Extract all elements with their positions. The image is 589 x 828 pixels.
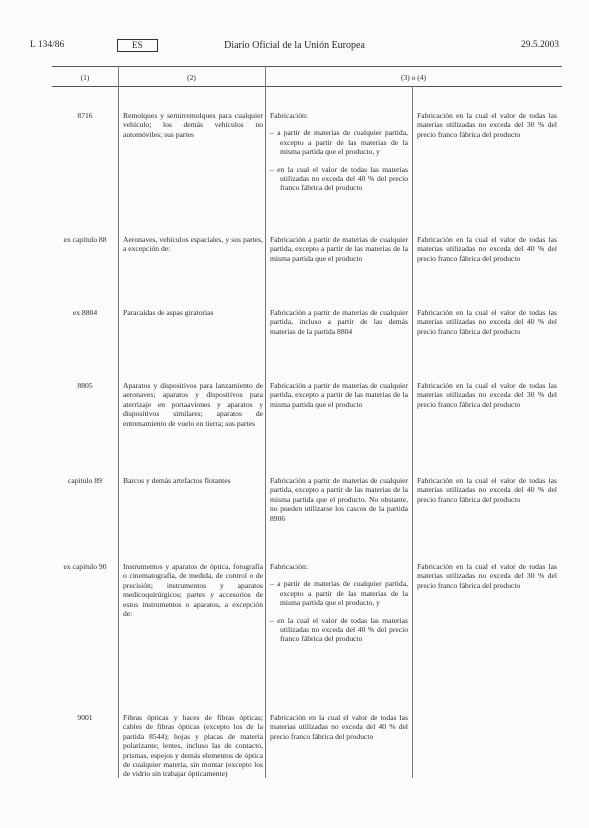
rule-col3: Fabricación a partir de materias de cualquier partida, excepto a partir de las materias de la misma partida que el producto — [270, 235, 408, 263]
tariff-code: ex 8804 — [72, 308, 98, 317]
product-description: Remolques y semirremolques para cualquier vehículo; los demás vehículos no automóviles; sus partes — [123, 111, 263, 139]
product-description: Instrumentos y aparatos de óptica, fotografía o cinematografía, de medida, de control o de precisión; instrumentos y aparatos medicoquirúrgicos; partes y accesorios de estos instrumentos o aparatos, a excepción de: — [123, 562, 263, 619]
page-reference: L 134/86 — [30, 40, 65, 50]
rule-col3: Fabricación en la cual el valor de todas las materias utilizadas no exceda del 40 % del precio franco fábrica del producto — [270, 713, 408, 741]
column-header-2: (2) — [187, 73, 196, 82]
publication-date: 29.5.2003 — [521, 40, 559, 50]
column-header-1: (1) — [80, 73, 90, 82]
header-bottom-rule — [52, 86, 562, 87]
rule-condition: – en la cual el valor de todas las materias utilizadas no exceda del 40 % del precio franco fábrica del producto — [270, 164, 408, 193]
rule-col4: Fabricación en la cual el valor de todas las materias utilizadas no exceda del 40 % del precio franco fábrica del producto — [417, 308, 557, 336]
product-description: Aparatos y dispositivos para lanzamiento de aeronaves; aparatos y dispositivos para aterrizaje en portaaviones y aparatos y dispositivos similares; aparatos de entrenamiento de vuelo en tierra; sus partes — [123, 381, 263, 428]
tariff-code: 9001 — [77, 713, 93, 722]
column-header-3-4: (3) o (4) — [401, 73, 426, 82]
rule-col3 — [270, 562, 408, 644]
column-divider — [118, 66, 119, 778]
column-divider — [412, 86, 413, 778]
table-top-rule — [52, 66, 562, 67]
rule-col4: Fabricación en la cual el valor de todas las materias utilizadas no exceda del 30 % del precio franco fábrica del producto — [417, 381, 557, 409]
rule-condition: – a partir de materias de cualquier partida, excepto a partir de las materias de la misma partida que el producto, y — [270, 579, 408, 608]
rule-condition: – a partir de materias de cualquier partida, excepto a partir de las materias de la misma partida que el producto, y — [270, 128, 408, 157]
rule-condition: – en la cual el valor de todas las materias utilizadas no exceda del 40 % del precio franco fábrica del producto — [270, 615, 408, 644]
tariff-code: 8805 — [77, 381, 93, 390]
rule-col3: Fabricación a partir de materias de cualquier partida, excepto a partir de las materias de la misma partida que el producto — [270, 381, 408, 409]
rule-col4: Fabricación en la cual el valor de todas las materias utilizadas no exceda del 30 % del precio franco fábrica del producto — [417, 111, 557, 139]
tariff-code: ex capítulo 88 — [63, 235, 107, 244]
rule-col3: Fabricación a partir de materias de cualquier partida, excepto a partir de las materias de la misma partida que el producto. No obstante, no pueden utilizarse los cascos de la partida 8906 — [270, 476, 408, 523]
rule-col4: Fabricación en la cual el valor de todas las materias utilizadas no exceda del 40 % del precio franco fábrica del producto — [417, 476, 557, 504]
rule-col3: Fabricación a partir de materias de cualquier partida, incluso a partir de las demás materias de la partida 8804 — [270, 308, 408, 336]
tariff-code: 8716 — [77, 111, 93, 120]
tariff-code: ex capítulo 90 — [63, 562, 107, 571]
product-description: Paracaídas de aspas giratorias — [123, 308, 214, 317]
column-divider — [265, 66, 266, 778]
rule-intro: Fabricación: — [270, 111, 308, 120]
language-badge: ES — [117, 39, 158, 52]
tariff-code: capítulo 89 — [68, 476, 102, 485]
rule-col3 — [270, 111, 408, 193]
product-description: Barcos y demás artefactos flotantes — [123, 476, 231, 485]
rule-col4: Fabricación en la cual el valor de todas las materias utilizadas no exceda del 40 % del precio franco fábrica del producto — [417, 235, 557, 263]
journal-title: Diario Oficial de la Unión Europea — [224, 40, 365, 51]
rule-col4: Fabricación en la cual el valor de todas las materias utilizadas no exceda del 30 % del precio franco fábrica del producto — [417, 562, 557, 590]
product-description: Fibras ópticas y haces de fibras ópticas; cables de fibras ópticas (excepto los de la partida 8544); hojas y placas de materia polarizante; lentes, incluso las de contacto, prismas, espejos y demás elementos de óptica de cualquier materia, sin montar (excepto los de vidrio sin trabajar ópticamente) — [123, 713, 263, 779]
rule-intro: Fabricación: — [270, 562, 308, 571]
product-description: Aeronaves, vehículos espaciales, y sus partes, a excepción de: — [123, 235, 263, 254]
